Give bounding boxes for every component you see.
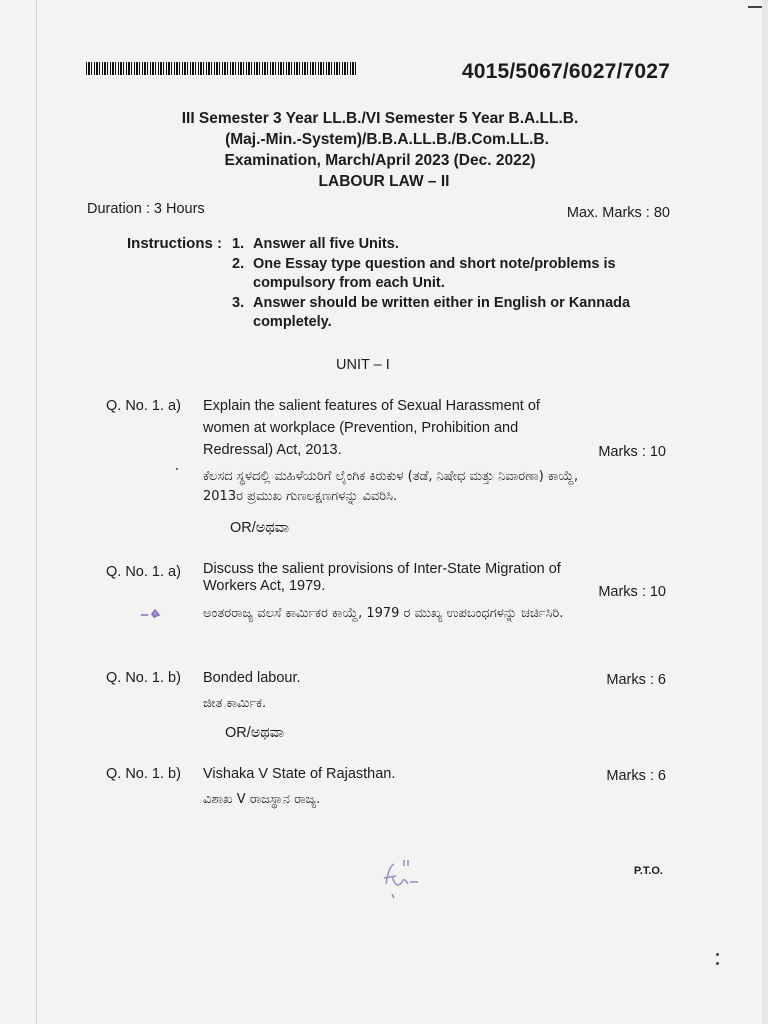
instruction-item [232, 294, 652, 332]
instructions-label: Instructions : [127, 235, 223, 252]
instruction-number: 3. [232, 295, 245, 311]
instruction-item [232, 235, 652, 254]
header-line-2: (Maj.-Min.-System)/B.B.A.LL.B./B.Com.LL.B. [225, 131, 549, 148]
exam-header [130, 108, 630, 192]
question-marks: Marks : 10 [598, 444, 666, 460]
scan-speck [716, 953, 719, 956]
instructions-list [232, 235, 652, 333]
question-text: Discuss the salient provisions of Inter-State Migration of Workers Act, 1979. [203, 561, 561, 594]
or-separator: OR/ಅಥವಾ [230, 520, 290, 536]
barcode [86, 62, 356, 75]
instruction-item [232, 255, 652, 293]
question-text: Bonded labour. [203, 670, 301, 686]
scan-speck [716, 962, 719, 965]
question-number: Q. No. 1. b) [106, 670, 181, 686]
question-text-kannada: ವಿಶಾಖ V ರಾಜಸ್ಥಾನ ರಾಜ್ಯ. [203, 792, 321, 807]
instruction-number: 2. [232, 256, 245, 272]
instruction-text: Answer all five Units. [253, 236, 399, 252]
question-marks: Marks : 10 [598, 584, 666, 600]
subject-title: LABOUR LAW – II [318, 173, 450, 190]
corner-mark [748, 6, 762, 8]
paper-code: 4015/5067/6027/7027 [461, 60, 670, 83]
or-separator: OR/ಅಥವಾ [225, 725, 285, 741]
header-line-1: III Semester 3 Year LL.B./VI Semester 5 Year B.A.LL.B. [181, 110, 579, 127]
instruction-number: 1. [232, 236, 245, 252]
handwritten-initials [378, 858, 428, 900]
question-text-kannada: ಕೆಲಸದ ಸ್ಥಳದಲ್ಲಿ ಮಹಿಳೆಯರಿಗೆ ಲೈಂಗಿಕ ಕಿರುಕುಳ (ತಡೆ, ನಿಷೇಧ ಮತ್ತು ನಿವಾರಣಾ) ಕಾಯ್ದೆ, 2013ರ ಪ್ರಮುಖ ಗುಣಲಕ್ಷಣಗಳನ್ನು ವಿವರಿಸಿ. [203, 469, 579, 504]
scan-speck [176, 468, 178, 470]
question-number: Q. No. 1. b) [106, 766, 181, 782]
question-text-kannada: ಅಂತರರಾಜ್ಯ ವಲಸೆ ಕಾರ್ಮಿಕರ ಕಾಯ್ದೆ, 1979 ರ ಮುಖ್ಯ ಉಪಬಂಧಗಳನ್ನು ಚರ್ಚಿಸಿರಿ. [203, 606, 564, 621]
question-text: Explain the salient features of Sexual Harassment of women at workplace (Prevention, Prohibition and Redressal) Act, 2013. [203, 398, 540, 458]
duration: Duration : 3 Hours [87, 201, 205, 217]
scan-right-edge [762, 0, 768, 1024]
question-number: Q. No. 1. a) [106, 398, 181, 414]
scan-left-edge [36, 0, 37, 1024]
unit-heading: UNIT – I [336, 357, 390, 373]
please-turn-over: P.T.O. [633, 865, 663, 877]
instruction-text: Answer should be written either in English or Kannada completely. [253, 295, 631, 330]
instruction-text: One Essay type question and short note/problems is compulsory from each Unit. [253, 256, 616, 291]
question-marks: Marks : 6 [606, 672, 666, 688]
ink-mark [140, 608, 162, 618]
question-number: Q. No. 1. a) [106, 564, 181, 580]
question-text: Vishaka V State of Rajasthan. [203, 766, 396, 782]
question-marks: Marks : 6 [606, 768, 666, 784]
header-line-3: Examination, March/April 2023 (Dec. 2022) [224, 152, 536, 169]
question-text-kannada: ಜೀತ ಕಾರ್ಮಿಕ. [203, 696, 267, 711]
max-marks: Max. Marks : 80 [566, 205, 670, 221]
